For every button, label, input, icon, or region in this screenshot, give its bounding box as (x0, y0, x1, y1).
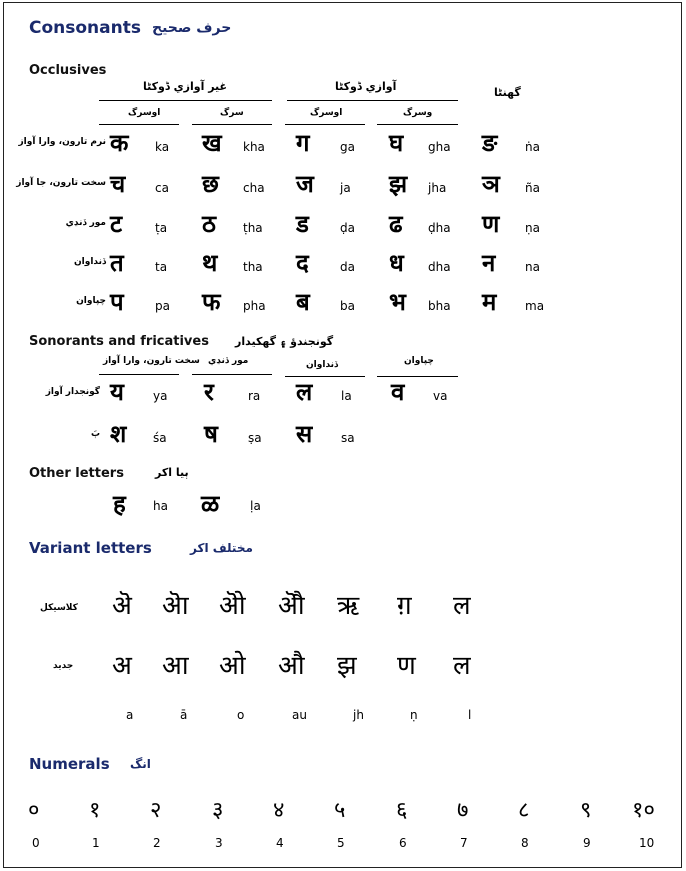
consonant-roman: ja (340, 181, 351, 195)
variant-title-urdu: مختلف اکر (190, 541, 253, 555)
consonant-letter: ड (296, 210, 309, 238)
son-col-header: مور ڏنڍي (208, 356, 249, 366)
group-underline (287, 100, 458, 101)
numerals-title-urdu: انگ (130, 757, 151, 771)
consonant-roman: ma (525, 299, 545, 313)
variant-roman: jh (353, 708, 364, 722)
sonorant-letter: र (204, 378, 214, 406)
numeral-glyph: ४ (273, 798, 285, 823)
consonant-letter: ध (389, 249, 404, 277)
consonant-letter: प (110, 288, 124, 316)
consonant-roman: ṭa (155, 221, 168, 235)
numeral-glyph: ५ (334, 798, 346, 823)
modern-letter: ण (397, 651, 416, 681)
col-underline (377, 124, 458, 125)
modern-letter: आ (162, 651, 189, 681)
consonants-title: Consonants (29, 18, 141, 38)
numeral-digit: 5 (337, 836, 345, 850)
numeral-glyph: ६ (396, 798, 408, 823)
sonorant-roman: ya (153, 389, 168, 403)
consonant-roman: da (340, 260, 355, 274)
row-label: مور ڏنڍي (65, 218, 106, 228)
variant-roman: l (468, 708, 472, 722)
consonant-letter: घ (389, 129, 404, 157)
numeral-digit: 6 (399, 836, 407, 850)
numeral-digit: 2 (153, 836, 161, 850)
consonant-roman: ṇa (525, 221, 540, 235)
modern-letter: झ (337, 651, 357, 681)
modern-letter: अ (112, 651, 132, 681)
row-label: ٻَ (90, 429, 100, 439)
son-col-header: چپاوان (404, 356, 434, 366)
col-header: وسرگ (403, 108, 433, 118)
sonorant-roman: va (433, 389, 448, 403)
numeral-glyph: १ (89, 798, 101, 823)
numeral-glyph: १० (632, 798, 655, 823)
consonant-roman: jha (428, 181, 447, 195)
sonorant-letter: स (296, 420, 313, 448)
numeral-digit: 8 (521, 836, 529, 850)
consonant-letter: भ (389, 288, 406, 316)
consonant-letter: छ (202, 170, 219, 198)
consonant-letter: ङ (482, 129, 498, 157)
son-underline (99, 374, 179, 375)
sonorant-letter: श (110, 420, 127, 448)
consonant-letter: फ (202, 288, 221, 316)
consonant-roman: ga (340, 140, 355, 154)
consonant-roman: ḍha (428, 221, 451, 235)
variant-title: Variant letters (29, 539, 152, 557)
numeral-digit: 0 (32, 836, 40, 850)
consonant-letter: ण (482, 210, 500, 238)
numeral-glyph: ९ (580, 798, 592, 823)
consonants-title-urdu: حرف صحیح (152, 20, 232, 36)
consonant-letter: त (110, 249, 124, 277)
occlusives-title: Occlusives (29, 63, 107, 78)
numeral-digit: 10 (639, 836, 655, 850)
numeral-glyph: ३ (212, 798, 224, 823)
son-underline (192, 374, 272, 375)
other-letter: ह (113, 490, 126, 518)
consonant-roman: ṅa (525, 140, 540, 154)
numeral-glyph: २ (150, 798, 162, 823)
variant-roman: o (237, 708, 245, 722)
row-label: نرم تارون، وارا آواز (18, 137, 106, 147)
group-underline (99, 100, 272, 101)
classic-letter: ऄ (112, 591, 132, 621)
numeral-glyph: ७ (457, 798, 469, 823)
classic-letter: ऄौ (278, 591, 305, 621)
col-underline (99, 124, 179, 125)
modern-label: جدید (53, 661, 74, 671)
col-header: اوسرگ (310, 108, 343, 118)
consonant-roman: na (525, 260, 540, 274)
row-label: چپاوان (76, 296, 106, 306)
other-letter: ळ (201, 490, 220, 518)
son-underline (285, 376, 365, 377)
col-header: سرگ (220, 108, 244, 118)
row-label: ڏنداوان (73, 257, 106, 267)
other-title: Other letters (29, 466, 124, 481)
numeral-digit: 4 (276, 836, 284, 850)
consonant-letter: द (296, 249, 309, 277)
sonorant-letter: व (391, 378, 405, 406)
consonant-letter: झ (389, 170, 408, 198)
son-underline (377, 376, 458, 377)
son-col-header: سخت تارون، وارا آواز (103, 356, 200, 366)
consonant-letter: च (110, 170, 126, 198)
modern-letter: ओ (219, 651, 246, 681)
consonant-letter: क (110, 129, 129, 157)
sonorant-roman: śa (153, 431, 167, 445)
consonant-letter: ज (296, 170, 314, 198)
numeral-glyph: ८ (518, 798, 530, 823)
consonant-roman: gha (428, 140, 451, 154)
sonorant-letter: ल (296, 378, 313, 406)
consonant-roman: kha (243, 140, 265, 154)
group-voiceless: غیر آوازي ڈوکٹا (143, 80, 228, 93)
numeral-glyph: ० (28, 798, 40, 823)
group-nasal: گھنٹا (494, 86, 521, 99)
other-title-urdu: ٻیا اکر (155, 466, 189, 479)
numeral-digit: 9 (583, 836, 591, 850)
numeral-digit: 1 (92, 836, 100, 850)
consonant-roman: ṭha (243, 221, 263, 235)
numeral-digit: 3 (215, 836, 223, 850)
sonorant-letter: ष (204, 420, 218, 448)
consonant-letter: म (482, 288, 497, 316)
consonant-roman: pa (155, 299, 170, 313)
row-label: گونجدار آواز (45, 387, 100, 397)
consonant-roman: ba (340, 299, 355, 313)
consonant-letter: ढ (389, 210, 403, 238)
variant-roman: ṇ (410, 708, 418, 722)
sonorant-roman: ṣa (248, 431, 262, 445)
consonant-roman: ta (155, 260, 168, 274)
row-label: سخت تارون، جا آواز (16, 178, 106, 188)
consonant-roman: ḍa (340, 221, 355, 235)
variant-roman: au (292, 708, 307, 722)
consonant-roman: dha (428, 260, 451, 274)
sonorant-letter: य (110, 378, 124, 406)
group-voiced: آوازي ڈوکٹا (335, 80, 397, 93)
variant-roman: a (126, 708, 134, 722)
classic-label: کلاسیکل (40, 603, 78, 613)
consonant-roman: tha (243, 260, 263, 274)
classic-letter: ऄो (219, 591, 246, 621)
consonant-roman: bha (428, 299, 451, 313)
numeral-digit: 7 (460, 836, 468, 850)
variant-roman: ā (180, 708, 188, 722)
consonant-roman: pha (243, 299, 266, 313)
classic-letter: ऄा (162, 591, 189, 621)
other-roman: ḷa (250, 499, 261, 513)
classic-letter: ग़ (397, 591, 412, 621)
consonant-roman: ka (155, 140, 170, 154)
consonant-letter: न (482, 249, 496, 277)
sonorants-title-urdu: گونجندؤ ۽ گھکیدار (235, 335, 334, 348)
consonant-letter: ब (296, 288, 310, 316)
other-roman: ha (153, 499, 168, 513)
col-header: اوسرگ (128, 108, 161, 118)
consonant-letter: ञ (482, 170, 500, 198)
col-underline (192, 124, 272, 125)
consonant-roman: ca (155, 181, 169, 195)
numerals-title: Numerals (29, 755, 110, 773)
consonant-roman: cha (243, 181, 265, 195)
col-underline (285, 124, 365, 125)
consonant-letter: ग (296, 129, 310, 157)
sonorant-roman: ra (248, 389, 261, 403)
consonant-letter: ख (202, 129, 222, 157)
son-col-header: ڏنداوان (306, 360, 339, 370)
sonorant-roman: la (341, 389, 352, 403)
sonorant-roman: sa (341, 431, 355, 445)
classic-letter: ऋ (337, 591, 360, 621)
modern-letter: ल (453, 651, 471, 681)
modern-letter: औ (278, 651, 305, 681)
consonant-letter: थ (202, 249, 218, 277)
consonant-letter: ट (110, 210, 123, 238)
sonorants-title: Sonorants and fricatives (29, 334, 209, 349)
classic-letter: ल (453, 591, 471, 621)
consonant-letter: ठ (202, 210, 216, 238)
consonant-roman: ña (525, 181, 540, 195)
